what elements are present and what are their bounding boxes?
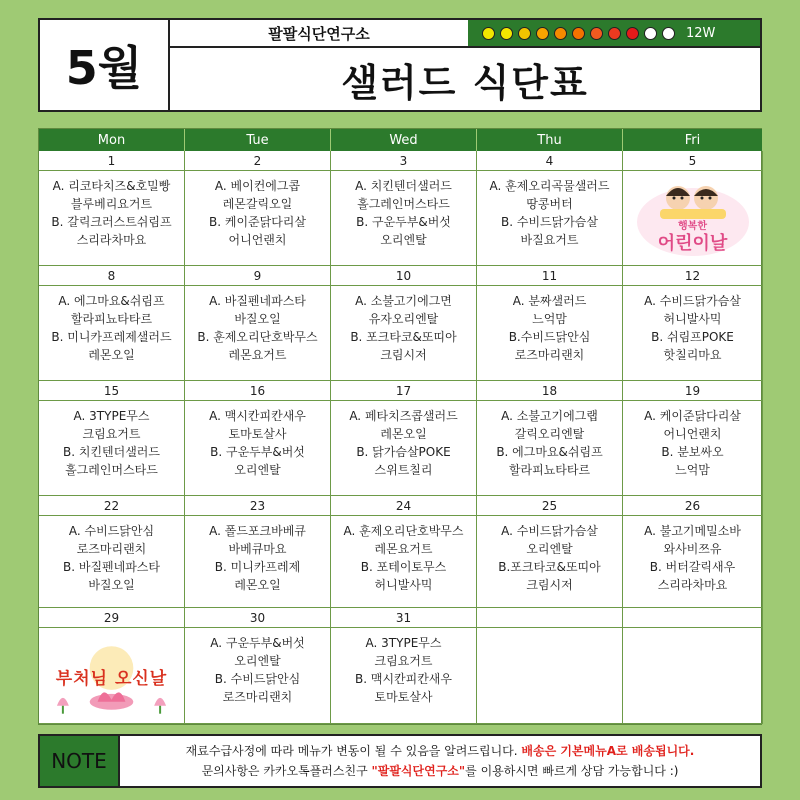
calendar-cell bbox=[331, 151, 477, 266]
menu-line: B. 미니카프레제 bbox=[214, 560, 301, 574]
date-number: 23 bbox=[185, 496, 330, 516]
menu-line: 스리라차마요 bbox=[657, 578, 728, 592]
menu-line: 바질오일 bbox=[234, 312, 281, 326]
menu-line: A. 3TYPE무스 bbox=[365, 636, 442, 650]
menu-line: 와사비쯔유 bbox=[663, 542, 722, 556]
menu-line: 오리엔탈 bbox=[234, 654, 281, 668]
note-delivery-info: 배송은 기본메뉴A로 배송됩니다. bbox=[521, 744, 695, 758]
calendar-cell bbox=[185, 496, 331, 608]
menu-line: 갈릭오리엔탈 bbox=[514, 427, 585, 441]
menu-line: A. 베이컨에그콥 bbox=[214, 179, 301, 193]
calendar-cell bbox=[39, 496, 185, 608]
menu-line: A. 바질펜네파스타 bbox=[209, 294, 306, 308]
menu-list bbox=[39, 177, 184, 249]
childrens-day-illustration bbox=[633, 177, 752, 259]
note-kakao-channel: "팔팔식단연구소" bbox=[371, 764, 466, 778]
date-number bbox=[477, 608, 622, 628]
calendar-cell bbox=[185, 266, 331, 381]
menu-line: 바베큐마요 bbox=[228, 542, 287, 556]
menu-line: A. 3TYPE무스 bbox=[73, 409, 150, 423]
menu-list bbox=[39, 292, 184, 364]
menu-list bbox=[477, 292, 622, 364]
calendar-cell bbox=[477, 151, 623, 266]
menu-list bbox=[39, 522, 184, 594]
date-number: 2 bbox=[185, 151, 330, 171]
menu-list bbox=[185, 292, 330, 364]
date-number: 17 bbox=[331, 381, 476, 401]
progress-dot bbox=[590, 27, 603, 40]
menu-line: 레몬오일 bbox=[88, 348, 135, 362]
menu-line: 허니발사믹 bbox=[374, 578, 433, 592]
date-number: 11 bbox=[477, 266, 622, 286]
menu-line: A. 훈제오리단호박무스 bbox=[343, 524, 464, 538]
menu-line: 어니언랜치 bbox=[663, 427, 722, 441]
calendar-cell bbox=[623, 496, 763, 608]
menu-list bbox=[331, 522, 476, 594]
menu-list bbox=[477, 407, 622, 479]
menu-line: B. 케이준닭다리살 bbox=[208, 215, 306, 229]
day-header-thu: Thu bbox=[477, 129, 623, 151]
menu-line: A. 치킨텐더샐러드 bbox=[355, 179, 452, 193]
menu-line: 레몬오일 bbox=[234, 578, 281, 592]
menu-line: B. 미니카프레제샐러드 bbox=[51, 330, 172, 344]
menu-line: 할라피뇨타타르 bbox=[508, 463, 591, 477]
menu-line: 느억맘 bbox=[675, 463, 710, 477]
page-title: 샐러드 식단표 bbox=[341, 60, 589, 105]
menu-line: 허니발사믹 bbox=[663, 312, 722, 326]
menu-line: B. 수비드닭안심 bbox=[214, 672, 301, 686]
date-number: 15 bbox=[39, 381, 184, 401]
menu-list bbox=[185, 177, 330, 249]
buddhas-birthday-text: 부처님 오신날 bbox=[55, 669, 168, 689]
date-number bbox=[623, 608, 762, 628]
childrens-day-text-top: 행복한 bbox=[678, 221, 707, 232]
menu-line: 크림시저 bbox=[526, 578, 573, 592]
menu-line: 땅콩버터 bbox=[526, 197, 573, 211]
menu-line: B. 버터갈릭새우 bbox=[649, 560, 736, 574]
menu-line: B. 포테이토무스 bbox=[360, 560, 447, 574]
calendar-cell bbox=[623, 381, 763, 496]
title-box bbox=[170, 48, 760, 110]
date-number: 22 bbox=[39, 496, 184, 516]
menu-list bbox=[331, 407, 476, 479]
month-box bbox=[40, 20, 170, 110]
progress-dot bbox=[500, 27, 513, 40]
menu-line: B. 쉬림프POKE bbox=[651, 330, 734, 344]
menu-line: A. 불고기메밀소바 bbox=[644, 524, 741, 538]
menu-list bbox=[477, 522, 622, 594]
menu-line: B. 치킨텐더샐러드 bbox=[62, 445, 160, 459]
menu-line: 스위트칠리 bbox=[374, 463, 433, 477]
day-header-mon: Mon bbox=[39, 129, 185, 151]
menu-line: 토마토살사 bbox=[374, 690, 433, 704]
date-number: 16 bbox=[185, 381, 330, 401]
calendar-cell bbox=[39, 381, 185, 496]
calendar-cell bbox=[331, 608, 477, 724]
menu-line: A. 폴드포크바베큐 bbox=[209, 524, 306, 538]
date-number: 29 bbox=[39, 608, 184, 628]
menu-line: 로즈마리랜치 bbox=[514, 348, 585, 362]
date-number: 30 bbox=[185, 608, 330, 628]
childrens-day-text-bottom: 어린이날 bbox=[657, 233, 728, 254]
menu-line: B. 닭가슴살POKE bbox=[356, 445, 451, 459]
calendar-cell bbox=[623, 266, 763, 381]
calendar-cell bbox=[477, 381, 623, 496]
menu-line: 바질요거트 bbox=[520, 233, 579, 247]
buddhas-birthday-illustration bbox=[49, 634, 174, 717]
menu-line: 느억맘 bbox=[532, 312, 567, 326]
date-number: 24 bbox=[331, 496, 476, 516]
menu-line: B. 바질펜네파스타 bbox=[62, 560, 160, 574]
menu-line: 유자오리엔탈 bbox=[368, 312, 439, 326]
menu-line: 레몬오일 bbox=[380, 427, 427, 441]
progress-dot bbox=[554, 27, 567, 40]
menu-line: A. 훈제오리곡물샐러드 bbox=[489, 179, 610, 193]
menu-line: 어니언랜치 bbox=[228, 233, 287, 247]
calendar-cell bbox=[623, 151, 763, 266]
date-number: 5 bbox=[623, 151, 762, 171]
progress-dots bbox=[468, 20, 760, 46]
calendar-cell bbox=[331, 381, 477, 496]
menu-line: 레몬요거트 bbox=[228, 348, 287, 362]
menu-line: 바질오일 bbox=[88, 578, 135, 592]
menu-list bbox=[623, 407, 762, 479]
calendar-cell bbox=[39, 151, 185, 266]
date-number: 10 bbox=[331, 266, 476, 286]
note-box bbox=[38, 734, 762, 788]
progress-dot bbox=[536, 27, 549, 40]
menu-line: A. 소불고기에그랩 bbox=[501, 409, 598, 423]
date-number: 1 bbox=[39, 151, 184, 171]
calendar-cell bbox=[331, 496, 477, 608]
day-header-fri: Fri bbox=[623, 129, 763, 151]
menu-line: A. 수비드닭안심 bbox=[68, 524, 155, 538]
calendar-cell bbox=[623, 608, 763, 724]
date-number: 31 bbox=[331, 608, 476, 628]
date-number: 12 bbox=[623, 266, 762, 286]
menu-line: A. 에그마요&쉬림프 bbox=[58, 294, 165, 308]
menu-line: B.수비드닭안심 bbox=[508, 330, 591, 344]
note-line-2-tail: 를 이용하시면 빠르게 상담 가능합니다 :) bbox=[465, 764, 679, 778]
menu-line: B. 훈제오리단호박무스 bbox=[197, 330, 318, 344]
menu-line: A. 수비드닭가슴살 bbox=[644, 294, 741, 308]
menu-list bbox=[185, 522, 330, 594]
menu-line: 홀그레인머스타드 bbox=[357, 197, 450, 211]
calendar-cell bbox=[39, 266, 185, 381]
date-number: 8 bbox=[39, 266, 184, 286]
calendar-cell bbox=[185, 381, 331, 496]
menu-line: A. 분짜샐러드 bbox=[512, 294, 587, 308]
progress-dot bbox=[608, 27, 621, 40]
menu-line: 로즈마리랜치 bbox=[222, 690, 293, 704]
day-header-wed: Wed bbox=[331, 129, 477, 151]
calendar-cell bbox=[185, 608, 331, 724]
menu-list bbox=[331, 292, 476, 364]
menu-line: B. 맥시칸피칸새우 bbox=[354, 672, 452, 686]
progress-dot bbox=[662, 27, 675, 40]
menu-list bbox=[477, 177, 622, 249]
note-line-1 bbox=[186, 741, 695, 761]
note-label: NOTE bbox=[40, 736, 120, 786]
menu-list bbox=[39, 407, 184, 479]
menu-line: B. 에그마요&쉬림프 bbox=[496, 445, 603, 459]
menu-line: B. 갈릭크러스트쉬림프 bbox=[51, 215, 172, 229]
menu-line: 오리엔탈 bbox=[234, 463, 281, 477]
day-header-tue: Tue bbox=[185, 129, 331, 151]
menu-line: 오리엔탈 bbox=[526, 542, 573, 556]
note-line-2 bbox=[202, 761, 679, 781]
menu-line: A. 수비드닭가슴살 bbox=[501, 524, 598, 538]
menu-line: 할라피뇨타타르 bbox=[70, 312, 153, 326]
date-number: 26 bbox=[623, 496, 762, 516]
menu-line: A. 페타치즈콥샐러드 bbox=[349, 409, 458, 423]
date-number: 19 bbox=[623, 381, 762, 401]
menu-line: 크림요거트 bbox=[82, 427, 141, 441]
calendar-cell bbox=[185, 151, 331, 266]
menu-line: B. 분보싸오 bbox=[661, 445, 724, 459]
menu-line: A. 리코타치즈&호밀빵 bbox=[52, 179, 171, 193]
calendar-cell bbox=[477, 266, 623, 381]
date-number: 3 bbox=[331, 151, 476, 171]
menu-line: B. 구운두부&버섯 bbox=[210, 445, 305, 459]
calendar bbox=[38, 128, 762, 725]
progress-dot bbox=[572, 27, 585, 40]
month-label: 5월 bbox=[65, 41, 143, 95]
menu-line: A. 구운두부&버섯 bbox=[210, 636, 305, 650]
menu-line: 로즈마리랜치 bbox=[76, 542, 147, 556]
top-strip bbox=[170, 20, 760, 48]
menu-list bbox=[623, 292, 762, 364]
date-number: 9 bbox=[185, 266, 330, 286]
note-text bbox=[128, 736, 752, 786]
menu-line: B.포크타코&또띠아 bbox=[498, 560, 601, 574]
progress-dot bbox=[644, 27, 657, 40]
date-number: 25 bbox=[477, 496, 622, 516]
menu-line: A. 케이준닭다리살 bbox=[644, 409, 741, 423]
menu-line: 레몬요거트 bbox=[374, 542, 433, 556]
menu-line: 크림시저 bbox=[380, 348, 427, 362]
progress-dot bbox=[626, 27, 639, 40]
menu-list bbox=[185, 407, 330, 479]
menu-line: 오리엔탈 bbox=[380, 233, 427, 247]
menu-line: 블루베리요거트 bbox=[70, 197, 153, 211]
date-number: 18 bbox=[477, 381, 622, 401]
menu-line: 홀그레인머스타드 bbox=[65, 463, 158, 477]
date-number: 4 bbox=[477, 151, 622, 171]
brand-name: 팔팔식단연구소 bbox=[170, 20, 468, 46]
calendar-cell bbox=[39, 608, 185, 724]
menu-line: 레몬갈릭오일 bbox=[222, 197, 293, 211]
menu-line: B. 수비드닭가슴살 bbox=[500, 215, 598, 229]
menu-line: 핫칠리마요 bbox=[663, 348, 722, 362]
menu-list bbox=[331, 634, 476, 706]
header bbox=[38, 18, 762, 112]
menu-line: 크림요거트 bbox=[374, 654, 433, 668]
week-label: 12W bbox=[686, 25, 716, 41]
menu-list bbox=[623, 522, 762, 594]
note-line-1-text: 재료수급사정에 따라 메뉴가 변동이 될 수 있음을 알려드립니다. bbox=[185, 744, 518, 758]
menu-list bbox=[185, 634, 330, 706]
progress-dot bbox=[518, 27, 531, 40]
menu-list bbox=[331, 177, 476, 249]
calendar-cell bbox=[331, 266, 477, 381]
menu-line: B. 구운두부&버섯 bbox=[356, 215, 451, 229]
progress-dot bbox=[482, 27, 495, 40]
menu-line: 토마토살사 bbox=[228, 427, 287, 441]
menu-line: A. 맥시칸피칸새우 bbox=[209, 409, 306, 423]
calendar-cell bbox=[477, 608, 623, 724]
menu-line: B. 포크타코&또띠아 bbox=[350, 330, 457, 344]
calendar-cell bbox=[477, 496, 623, 608]
menu-line: 스리라차마요 bbox=[76, 233, 147, 247]
note-line-2-text: 문의사항은 카카오톡플러스친구 bbox=[201, 764, 368, 778]
menu-line: A. 소불고기에그면 bbox=[355, 294, 452, 308]
